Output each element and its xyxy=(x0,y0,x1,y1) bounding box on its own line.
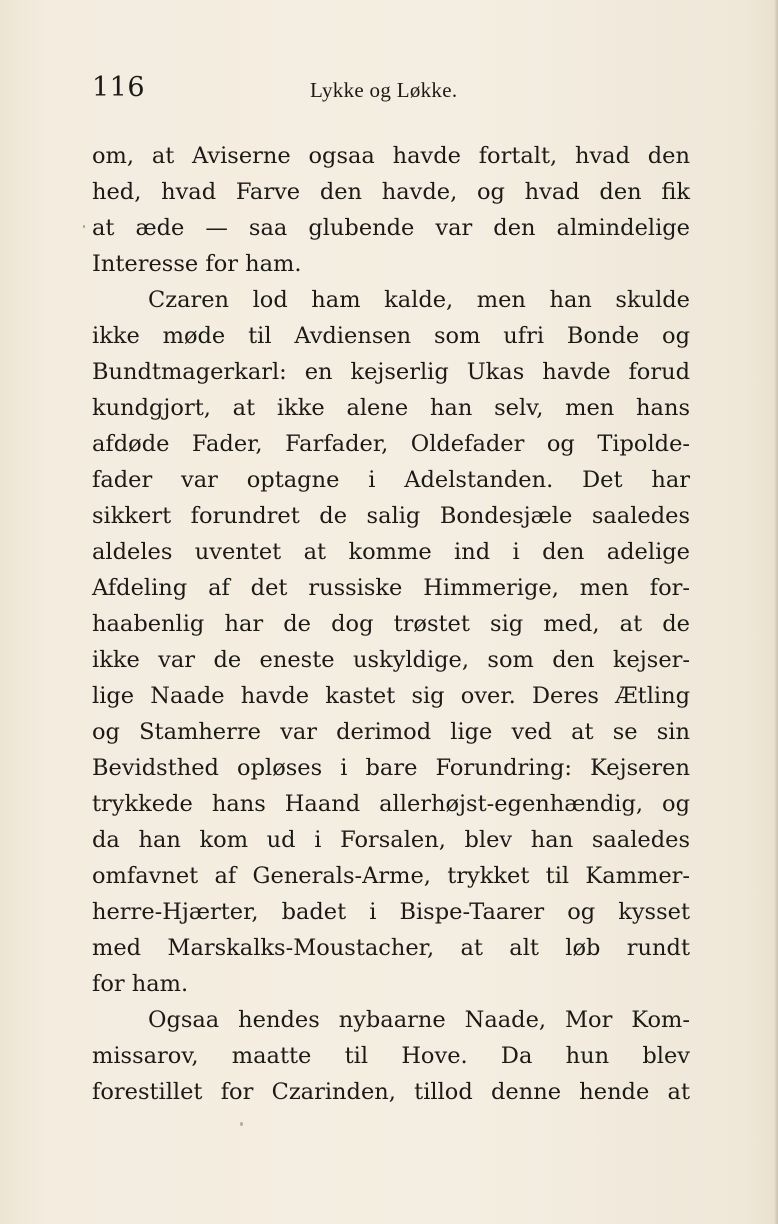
text-line: Czaren lod ham kalde, men han skulde xyxy=(148,287,690,313)
text-line: Interesse for ham. xyxy=(92,251,302,277)
text-line: om, at Aviserne ogsaa havde fortalt, hvad den xyxy=(92,143,690,169)
page-number: 116 xyxy=(92,72,146,103)
text-line: da han kom ud i Forsalen, blev han saaledes xyxy=(92,827,690,853)
text-line: forestillet for Czarinden, tillod denne hende at xyxy=(92,1079,690,1105)
text-line: fader var optagne i Adelstanden. Det har xyxy=(92,467,690,493)
text-line: Bundtmagerkarl: en kejserlig Ukas havde forud xyxy=(92,359,690,385)
running-head: Lykke og Løkke. xyxy=(310,78,458,102)
text-line: Afdeling af det russiske Himmerige, men for- xyxy=(92,575,690,601)
text-line: missarov, maatte til Hove. Da hun blev xyxy=(92,1043,690,1069)
text-line: trykkede hans Haand allerhøjst-egenhændig, og xyxy=(92,791,690,817)
text-line: Ogsaa hendes nybaarne Naade, Mor Kom- xyxy=(148,1007,690,1033)
page-edge-shadow xyxy=(774,0,778,1224)
text-line: Bevidsthed opløses i bare Forundring: Kejseren xyxy=(92,755,690,781)
text-line: at æde — saa glubende var den almindelige xyxy=(92,215,690,241)
text-line: aldeles uventet at komme ind i den adelige xyxy=(92,539,690,565)
page-header xyxy=(92,70,688,110)
text-line: omfavnet af Generals-Arme, trykket til Kammer- xyxy=(92,863,690,889)
text-line: herre-Hjærter, badet i Bispe-Taarer og kysset xyxy=(92,899,690,925)
text-line: og Stamherre var derimod lige ved at se sin xyxy=(92,719,690,745)
text-line: med Marskalks-Moustacher, at alt løb rundt xyxy=(92,935,690,961)
text-line: haabenlig har de dog trøstet sig med, at de xyxy=(92,611,690,637)
text-line: for ham. xyxy=(92,971,189,997)
text-line: ikke møde til Avdiensen som ufri Bonde og xyxy=(92,323,690,349)
text-line: lige Naade havde kastet sig over. Deres Ætling xyxy=(92,683,690,709)
text-line: ikke var de eneste uskyldige, som den kejser- xyxy=(92,647,690,673)
text-line: sikkert forundret de salig Bondesjæle saaledes xyxy=(92,503,690,529)
body-text xyxy=(92,138,690,1110)
paper-speck xyxy=(240,1122,243,1126)
text-line: kundgjort, at ikke alene han selv, men hans xyxy=(92,395,690,421)
text-line: afdøde Fader, Farfader, Oldefader og Tipolde- xyxy=(92,431,690,457)
paper-speck xyxy=(83,225,85,228)
text-line: hed, hvad Farve den havde, og hvad den fik xyxy=(92,179,690,205)
